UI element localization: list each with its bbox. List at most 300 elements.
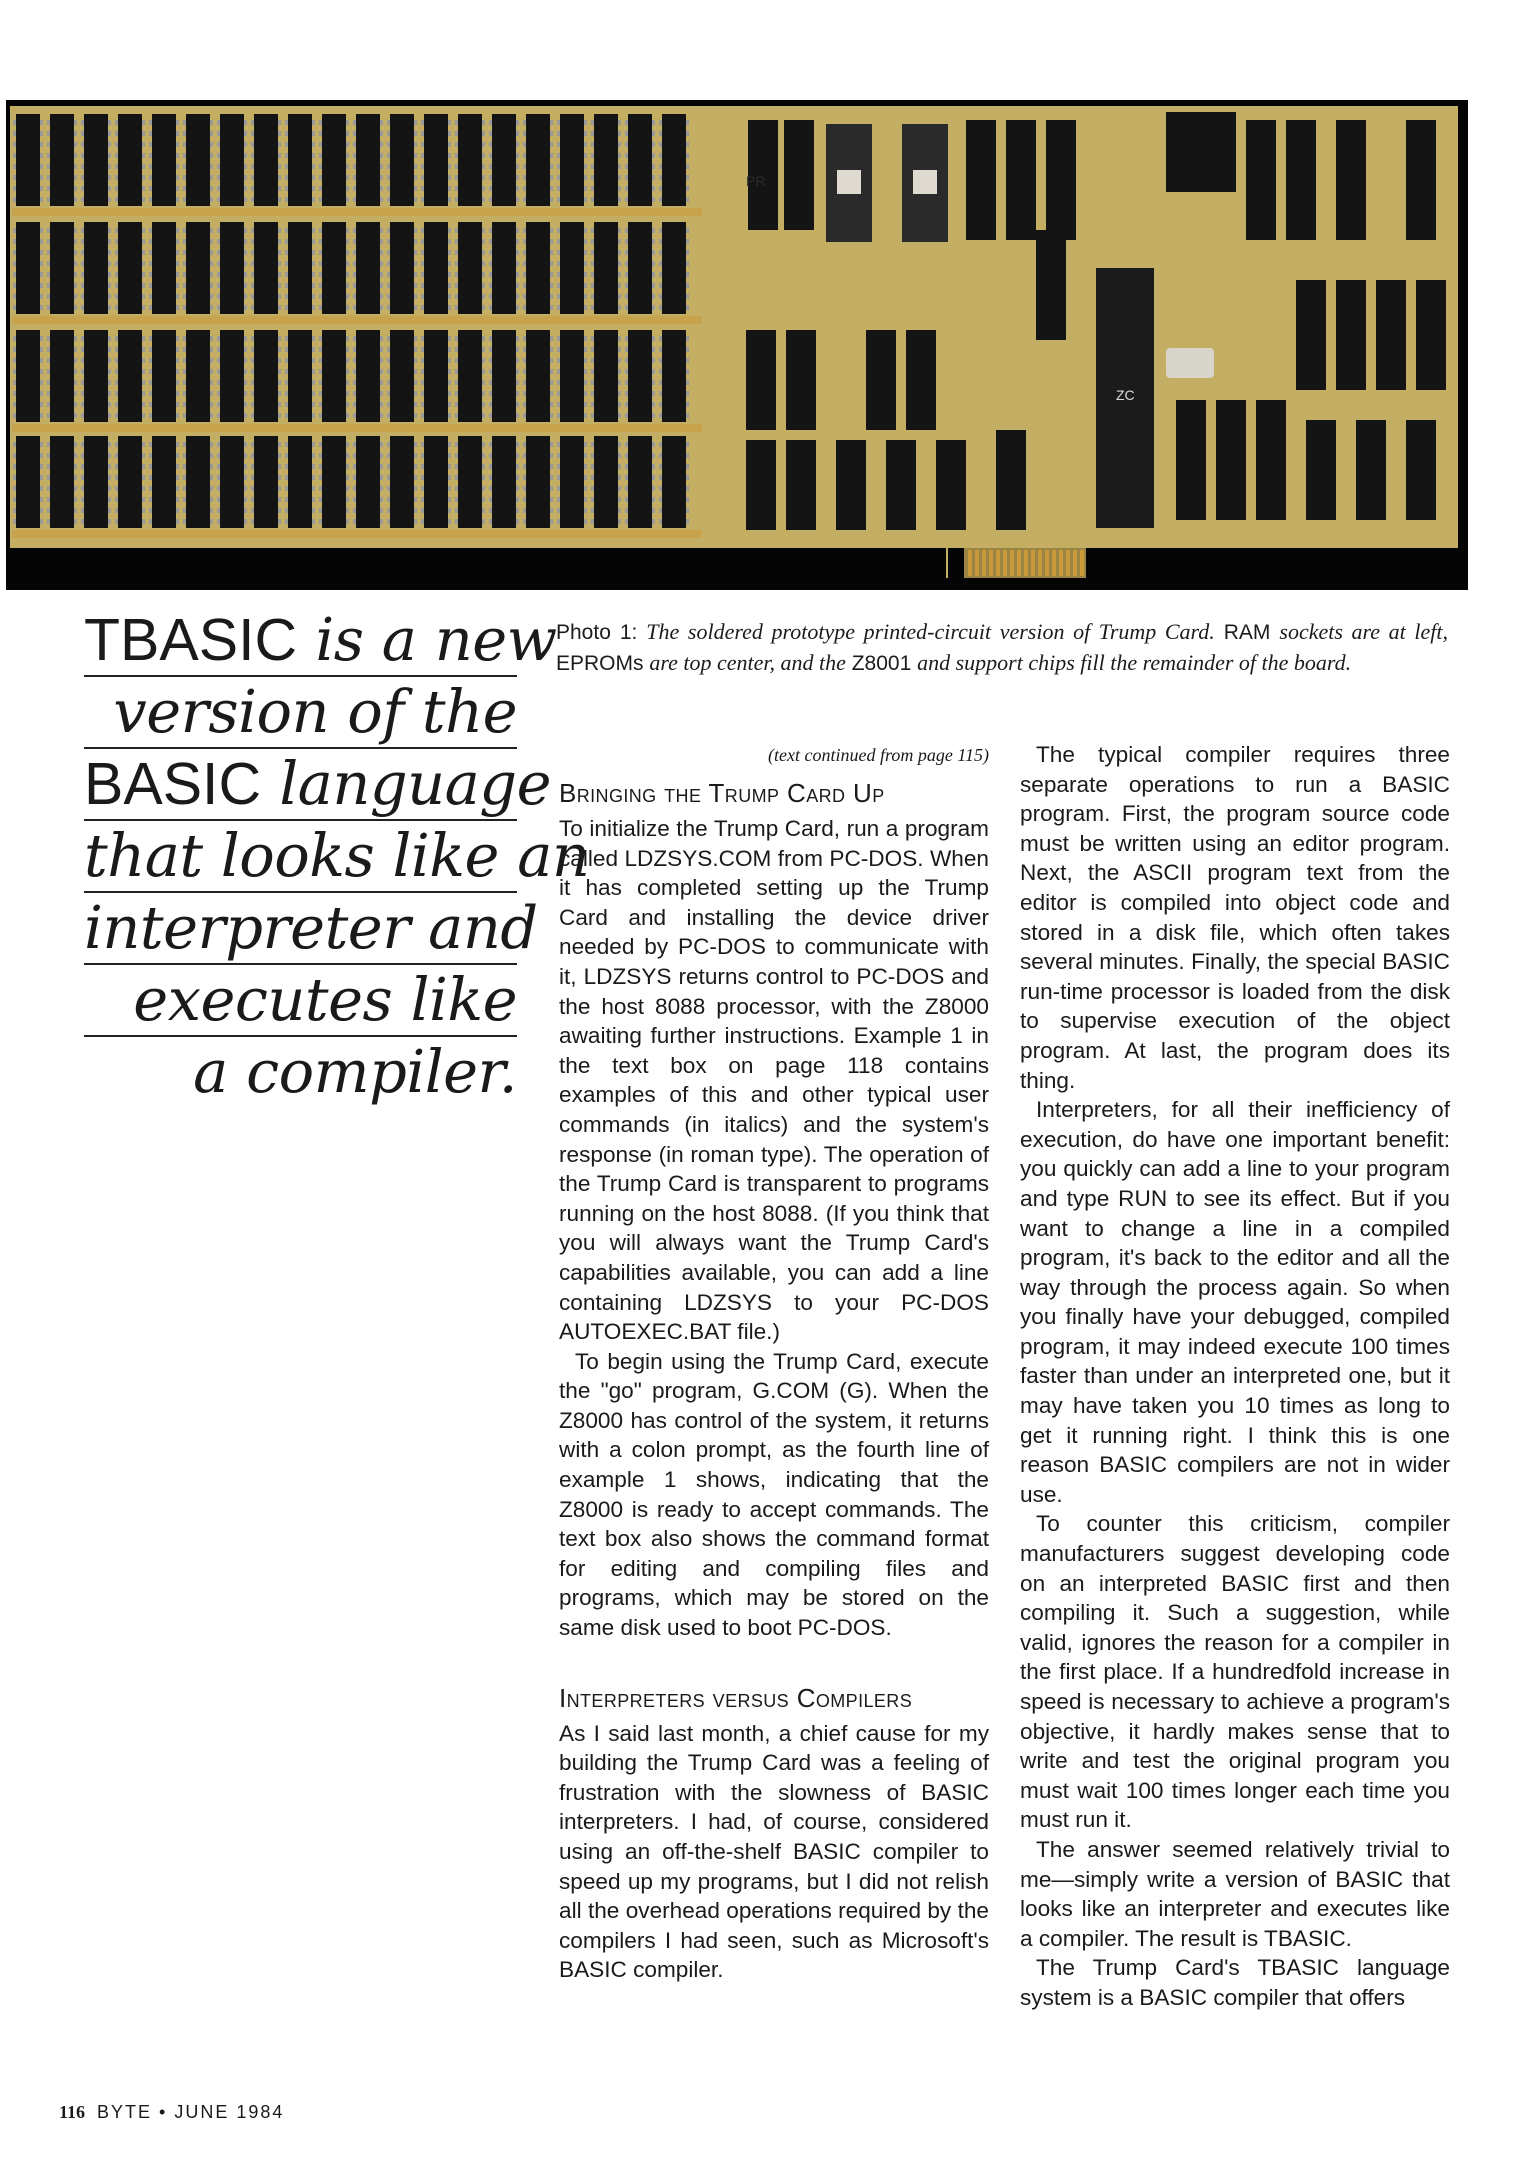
ram-chip bbox=[628, 114, 652, 206]
chip-pin bbox=[47, 475, 50, 480]
chip-pin bbox=[584, 336, 587, 341]
chip-pin bbox=[13, 464, 16, 469]
chip-pin bbox=[380, 228, 383, 233]
chip-pin bbox=[142, 369, 145, 374]
chip-pin bbox=[312, 486, 315, 491]
chip-pin bbox=[108, 228, 111, 233]
chip-pin bbox=[142, 453, 145, 458]
chip-pin bbox=[251, 142, 254, 147]
chip-pin bbox=[421, 131, 424, 136]
chip-pin bbox=[13, 497, 16, 502]
chip-pin bbox=[591, 347, 594, 352]
chip-pin bbox=[380, 453, 383, 458]
chip-pin bbox=[591, 250, 594, 255]
chip-pin bbox=[217, 519, 220, 524]
chip-pin bbox=[142, 131, 145, 136]
chip-pin bbox=[557, 131, 560, 136]
chip-pin bbox=[108, 239, 111, 244]
chip-pin bbox=[251, 413, 254, 418]
chip-pin bbox=[380, 153, 383, 158]
chip-pin bbox=[285, 442, 288, 447]
chip-pin bbox=[380, 164, 383, 169]
chip-pin bbox=[482, 294, 485, 299]
chip-pin bbox=[13, 347, 16, 352]
paragraph: To begin using the Trump Card, execute the "go" program, G.COM (G). When the Z8000 has control of the system, it returns with a colon prompt, as the fourth line of example 1 shows, indicating that the Z8000 is ready to accept commands. The text box also shows the command format for editing and compiling files and programs, which may be stored on the same disk used to boot PC-DOS. bbox=[559, 1348, 989, 1641]
chip-pin bbox=[217, 413, 220, 418]
chip-pin bbox=[244, 475, 247, 480]
chip-pin bbox=[523, 519, 526, 524]
chip-pin bbox=[217, 153, 220, 158]
chip-pin bbox=[346, 508, 349, 513]
chip-pin bbox=[584, 464, 587, 469]
chip-pin bbox=[516, 358, 519, 363]
ram-chip bbox=[288, 222, 312, 314]
chip-pin bbox=[319, 261, 322, 266]
chip-pin bbox=[210, 442, 213, 447]
chip-pin bbox=[516, 153, 519, 158]
chip-pin bbox=[652, 336, 655, 341]
chip-pin bbox=[13, 197, 16, 202]
chip-pin bbox=[149, 453, 152, 458]
chip-pin bbox=[312, 413, 315, 418]
chip-pin bbox=[489, 519, 492, 524]
chip-pin bbox=[244, 261, 247, 266]
chip-pin bbox=[591, 131, 594, 136]
chip-pin bbox=[183, 453, 186, 458]
chip-pin bbox=[482, 486, 485, 491]
support-chip bbox=[866, 330, 896, 430]
chip-pin bbox=[387, 497, 390, 502]
ram-chip bbox=[84, 114, 108, 206]
ram-chip bbox=[492, 330, 516, 422]
chip-pin bbox=[482, 464, 485, 469]
chip-pin bbox=[523, 497, 526, 502]
chip-pin bbox=[455, 228, 458, 233]
chip-pin bbox=[183, 175, 186, 180]
chip-pin bbox=[387, 164, 390, 169]
chip-pin bbox=[448, 475, 451, 480]
decoupling-strip bbox=[12, 316, 702, 324]
chip-pin bbox=[591, 175, 594, 180]
support-chip bbox=[1286, 120, 1316, 240]
chip-pin bbox=[448, 153, 451, 158]
chip-pin bbox=[421, 475, 424, 480]
chip-pin bbox=[591, 197, 594, 202]
chip-pin bbox=[414, 153, 417, 158]
chip-pin bbox=[659, 369, 662, 374]
chip-pin bbox=[448, 486, 451, 491]
chip-pin bbox=[13, 294, 16, 299]
chip-pin bbox=[108, 402, 111, 407]
chip-pin bbox=[353, 391, 356, 396]
chip-pin bbox=[346, 228, 349, 233]
chip-pin bbox=[550, 391, 553, 396]
chip-pin bbox=[319, 250, 322, 255]
ram-chip bbox=[424, 436, 448, 528]
chip-pin bbox=[489, 250, 492, 255]
chip-pin bbox=[108, 413, 111, 418]
chip-pin bbox=[353, 508, 356, 513]
chip-pin bbox=[550, 380, 553, 385]
chip-pin bbox=[414, 336, 417, 341]
chip-pin bbox=[482, 347, 485, 352]
ram-chip bbox=[220, 222, 244, 314]
edge-finger bbox=[1017, 550, 1021, 576]
chip-pin bbox=[618, 380, 621, 385]
chip-pin bbox=[686, 294, 689, 299]
chip-pin bbox=[455, 250, 458, 255]
chip-pin bbox=[149, 486, 152, 491]
chip-pin bbox=[659, 120, 662, 125]
chip-pin bbox=[387, 347, 390, 352]
chip-pin bbox=[47, 153, 50, 158]
chip-pin bbox=[584, 153, 587, 158]
chip-pin bbox=[40, 283, 43, 288]
chip-pin bbox=[40, 453, 43, 458]
chip-pin bbox=[13, 402, 16, 407]
edge-finger bbox=[968, 550, 972, 576]
chip-pin bbox=[285, 164, 288, 169]
chip-pin bbox=[47, 380, 50, 385]
chip-pin bbox=[47, 358, 50, 363]
chip-pin bbox=[13, 508, 16, 513]
chip-pin bbox=[40, 475, 43, 480]
chip-pin bbox=[625, 305, 628, 310]
chip-pin bbox=[285, 380, 288, 385]
chip-pin bbox=[380, 250, 383, 255]
paragraph: The answer seemed relatively trivial to me—simply write a version of BASIC that looks like an interpreter and executes like a compiler. The result is TBASIC. bbox=[1020, 1836, 1450, 1951]
chip-pin bbox=[210, 153, 213, 158]
chip-pin bbox=[455, 508, 458, 513]
support-chip bbox=[1046, 120, 1076, 240]
chip-pin bbox=[353, 380, 356, 385]
chip-pin bbox=[346, 153, 349, 158]
chip-pin bbox=[210, 464, 213, 469]
chip-pin bbox=[319, 475, 322, 480]
chip-pin bbox=[550, 508, 553, 513]
chip-pin bbox=[346, 197, 349, 202]
chip-pin bbox=[387, 239, 390, 244]
chip-pin bbox=[278, 464, 281, 469]
chip-pin bbox=[149, 413, 152, 418]
chip-pin bbox=[557, 464, 560, 469]
chip-pin bbox=[312, 294, 315, 299]
chip-pin bbox=[618, 305, 621, 310]
chip-pin bbox=[591, 369, 594, 374]
chip-pin bbox=[40, 497, 43, 502]
support-chip bbox=[1006, 120, 1036, 240]
chip-pin bbox=[652, 164, 655, 169]
chip-pin bbox=[244, 175, 247, 180]
chip-pin bbox=[142, 261, 145, 266]
chip-pin bbox=[13, 142, 16, 147]
chip-pin bbox=[312, 508, 315, 513]
chip-pin bbox=[421, 186, 424, 191]
ram-chip bbox=[254, 330, 278, 422]
chip-pin bbox=[319, 413, 322, 418]
chip-pin bbox=[81, 380, 84, 385]
chip-pin bbox=[244, 131, 247, 136]
chip-pin bbox=[81, 358, 84, 363]
chip-pin bbox=[516, 336, 519, 341]
chip-pin bbox=[346, 475, 349, 480]
chip-pin bbox=[455, 347, 458, 352]
chip-pin bbox=[312, 131, 315, 136]
chip-pin bbox=[183, 413, 186, 418]
chip-pin bbox=[455, 475, 458, 480]
chip-pin bbox=[618, 464, 621, 469]
chip-pin bbox=[455, 413, 458, 418]
chip-pin bbox=[108, 261, 111, 266]
chip-pin bbox=[523, 369, 526, 374]
chip-pin bbox=[387, 120, 390, 125]
chip-pin bbox=[448, 380, 451, 385]
chip-pin bbox=[625, 369, 628, 374]
chip-pin bbox=[108, 486, 111, 491]
paragraph: Interpreters, for all their inefficiency of execution, do have one important benefit: you quickly can add a line to your program and type RUN to see its effect. But if you want to change a line in a compiled program, it's back to the editor and all the way through the process again. So when you finally have your debugged, compiled program, it may indeed execute 100 times faster than under an interpreted one, but it may have taken you 10 times as long to get it running right. I think this is one reason BASIC compilers are not in wider use. bbox=[1020, 1097, 1450, 1507]
chip-pin bbox=[149, 272, 152, 277]
chip-pin bbox=[108, 336, 111, 341]
chip-pin bbox=[183, 380, 186, 385]
chip-pin bbox=[380, 131, 383, 136]
chip-pin bbox=[319, 131, 322, 136]
chip-pin bbox=[217, 358, 220, 363]
crystal-oscillator bbox=[1166, 348, 1214, 378]
chip-pin bbox=[618, 413, 621, 418]
chip-pin bbox=[176, 305, 179, 310]
chip-pin bbox=[149, 175, 152, 180]
chip-pin bbox=[448, 239, 451, 244]
ram-chip bbox=[152, 114, 176, 206]
chip-pin bbox=[176, 475, 179, 480]
chip-pin bbox=[81, 402, 84, 407]
chip-pin bbox=[421, 239, 424, 244]
chip-pin bbox=[285, 131, 288, 136]
chip-pin bbox=[149, 142, 152, 147]
chip-pin bbox=[74, 413, 77, 418]
edge-connector-fingers bbox=[968, 550, 1084, 576]
chip-pin bbox=[210, 164, 213, 169]
chip-pin bbox=[74, 453, 77, 458]
chip-pin bbox=[47, 336, 50, 341]
chip-pin bbox=[40, 120, 43, 125]
chip-pin bbox=[516, 283, 519, 288]
chip-pin bbox=[550, 402, 553, 407]
chip-pin bbox=[686, 508, 689, 513]
chip-pin bbox=[176, 120, 179, 125]
chip-pin bbox=[285, 358, 288, 363]
chip-pin bbox=[278, 283, 281, 288]
chip-pin bbox=[380, 475, 383, 480]
chip-pin bbox=[652, 131, 655, 136]
chip-pin bbox=[455, 358, 458, 363]
chip-pin bbox=[353, 175, 356, 180]
chip-pin bbox=[244, 464, 247, 469]
ram-chip bbox=[288, 114, 312, 206]
chip-pin bbox=[591, 380, 594, 385]
chip-pin bbox=[557, 486, 560, 491]
chip-pin bbox=[278, 305, 281, 310]
chip-pin bbox=[618, 250, 621, 255]
chip-pin bbox=[516, 497, 519, 502]
chip-pin bbox=[380, 294, 383, 299]
chip-pin bbox=[81, 369, 84, 374]
chip-pin bbox=[13, 120, 16, 125]
chip-pin bbox=[489, 369, 492, 374]
chip-pin bbox=[210, 402, 213, 407]
chip-pin bbox=[489, 358, 492, 363]
chip-pin bbox=[251, 228, 254, 233]
chip-pin bbox=[557, 402, 560, 407]
circuit-board-drawing bbox=[6, 100, 1468, 590]
ram-chip bbox=[50, 436, 74, 528]
chip-pin bbox=[353, 186, 356, 191]
chip-pin bbox=[421, 294, 424, 299]
chip-pin bbox=[74, 153, 77, 158]
chip-pin bbox=[652, 239, 655, 244]
chip-pin bbox=[312, 142, 315, 147]
chip-pin bbox=[448, 228, 451, 233]
chip-pin bbox=[142, 336, 145, 341]
chip-pin bbox=[285, 197, 288, 202]
chip-pin bbox=[584, 413, 587, 418]
chip-pin bbox=[591, 402, 594, 407]
chip-pin bbox=[455, 197, 458, 202]
pull-quote-line: interpreter and bbox=[84, 893, 517, 965]
chip-pin bbox=[346, 186, 349, 191]
support-chip bbox=[1406, 120, 1436, 240]
decoupling-strip bbox=[12, 424, 702, 432]
chip-pin bbox=[142, 347, 145, 352]
chip-pin bbox=[285, 261, 288, 266]
chip-pin bbox=[625, 358, 628, 363]
chip-pin bbox=[346, 402, 349, 407]
chip-pin bbox=[108, 380, 111, 385]
chip-pin bbox=[244, 453, 247, 458]
chip-pin bbox=[251, 369, 254, 374]
chip-pin bbox=[108, 153, 111, 158]
chip-pin bbox=[489, 228, 492, 233]
chip-pin bbox=[176, 508, 179, 513]
chip-pin bbox=[244, 164, 247, 169]
chip-pin bbox=[183, 261, 186, 266]
chip-pin bbox=[285, 508, 288, 513]
chip-pin bbox=[13, 239, 16, 244]
chip-pin bbox=[652, 228, 655, 233]
chip-pin bbox=[448, 283, 451, 288]
chip-pin bbox=[618, 497, 621, 502]
chip-pin bbox=[13, 228, 16, 233]
chip-pin bbox=[142, 358, 145, 363]
chip-pin bbox=[251, 120, 254, 125]
chip-pin bbox=[285, 413, 288, 418]
chip-pin bbox=[550, 272, 553, 277]
chip-pin bbox=[584, 453, 587, 458]
edge-finger bbox=[1003, 550, 1007, 576]
chip-pin bbox=[482, 413, 485, 418]
chip-pin bbox=[149, 391, 152, 396]
chip-pin bbox=[557, 197, 560, 202]
chip-pin bbox=[251, 294, 254, 299]
edge-finger bbox=[1066, 550, 1070, 576]
chip-pin bbox=[285, 519, 288, 524]
chip-pin bbox=[176, 283, 179, 288]
chip-pin bbox=[489, 453, 492, 458]
chip-pin bbox=[353, 336, 356, 341]
chip-pin bbox=[618, 369, 621, 374]
chip-pin bbox=[319, 464, 322, 469]
chip-pin bbox=[217, 508, 220, 513]
ram-chip bbox=[50, 222, 74, 314]
chip-pin bbox=[591, 305, 594, 310]
chip-pin bbox=[319, 508, 322, 513]
chip-pin bbox=[659, 305, 662, 310]
chip-pin bbox=[482, 120, 485, 125]
chip-pin bbox=[482, 358, 485, 363]
chip-pin bbox=[142, 197, 145, 202]
chip-pin bbox=[285, 283, 288, 288]
chip-pin bbox=[149, 464, 152, 469]
chip-pin bbox=[176, 464, 179, 469]
chip-pin bbox=[686, 186, 689, 191]
chip-pin bbox=[387, 175, 390, 180]
chip-pin bbox=[346, 164, 349, 169]
chip-pin bbox=[176, 250, 179, 255]
chip-pin bbox=[387, 250, 390, 255]
chip-pin bbox=[244, 413, 247, 418]
chip-pin bbox=[149, 347, 152, 352]
chip-pin bbox=[353, 261, 356, 266]
chip-pin bbox=[584, 497, 587, 502]
ram-chip bbox=[50, 114, 74, 206]
chip-pin bbox=[421, 391, 424, 396]
chip-pin bbox=[244, 402, 247, 407]
chip-pin bbox=[489, 131, 492, 136]
chip-pin bbox=[523, 347, 526, 352]
chip-pin bbox=[285, 369, 288, 374]
chip-pin bbox=[557, 347, 560, 352]
chip-pin bbox=[686, 497, 689, 502]
chip-pin bbox=[353, 402, 356, 407]
chip-pin bbox=[652, 413, 655, 418]
chip-pin bbox=[183, 486, 186, 491]
chip-pin bbox=[550, 486, 553, 491]
chip-pin bbox=[591, 442, 594, 447]
chip-pin bbox=[448, 294, 451, 299]
pull-quote bbox=[84, 605, 590, 1107]
chip-pin bbox=[115, 347, 118, 352]
chip-pin bbox=[625, 336, 628, 341]
chip-pin bbox=[421, 497, 424, 502]
chip-pin bbox=[353, 413, 356, 418]
chip-pin bbox=[591, 497, 594, 502]
chip-pin bbox=[421, 272, 424, 277]
chip-pin bbox=[353, 294, 356, 299]
chip-pin bbox=[210, 120, 213, 125]
ram-chip bbox=[560, 436, 584, 528]
photo-caption: Photo 1: The soldered prototype printed-circuit version of Trump Card. RAM sockets are at left, EPROMs are top center, and the Z8001 and support chips fill the remainder of the board. bbox=[556, 619, 1448, 675]
chip-pin bbox=[244, 380, 247, 385]
chip-pin bbox=[448, 142, 451, 147]
caption-label: Photo 1: bbox=[556, 621, 638, 644]
chip-pin bbox=[176, 402, 179, 407]
ram-chip bbox=[492, 114, 516, 206]
chip-pin bbox=[489, 486, 492, 491]
chip-pin bbox=[183, 283, 186, 288]
chip-pin bbox=[448, 453, 451, 458]
chip-pin bbox=[414, 197, 417, 202]
chip-pin bbox=[482, 508, 485, 513]
